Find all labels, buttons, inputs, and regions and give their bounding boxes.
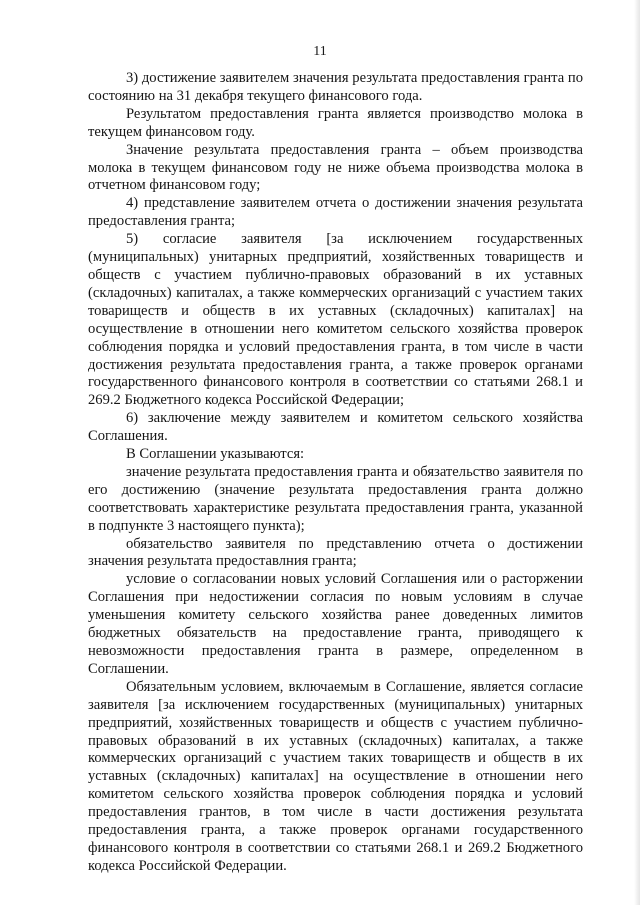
paragraph-mandatory-condition: Обязательным условием, включаемым в Соглашение, является согласие заявителя [за исключением государственных (муниципальных) унитарных предприятий, хозяйственных товариществ и обществ с участием публично-правовых образований в их уставных (складочных) капиталах, а также коммерческих организаций с участием таких товариществ и обществ в их уставных (складочных) капиталах] на осуществление в отношении него комитетом сельского хозяйства проверок соблюдения порядка и условий предоставления грантов, в том числе в части достижения результата предоставления гранта, а также проверок органами государственного финансового контроля в соответствии со статьями 268.1 и 269.2 Бюджетного кодекса Российской Федерации. (88, 678, 583, 874)
paragraph-consent-to-inspections: 5) согласие заявителя [за исключением государственных (муниципальных) унитарных предприятий, хозяйственных товариществ и обществ с участием публично-правовых образований в их уставных (складочных) капиталах, а также коммерческих организаций с участием таких товариществ и обществ в их уставных (складочных) капиталах] на осуществление в отношении него комитетом сельского хозяйства проверок соблюдения порядка и условий предоставления гранта, в том числе в части достижения результата предоставления гранта, а также проверок органами государственного финансового контроля в соответствии со статьями 268.1 и 269.2 Бюджетного кодекса Российской Федерации; (88, 231, 583, 409)
page-number: 11 (313, 44, 327, 59)
paragraph-report-submission: 4) представление заявителем отчета о достижении значения результата предоставления гранта; (88, 195, 583, 230)
paragraph-result-achievement: 3) достижение заявителем значения результата предоставления гранта по состоянию на 31 декабря текущего финансового года. (88, 70, 583, 104)
paragraph-agreement-result-value: значение результата предоставления гранта и обязательство заявителя по его достижению (значение результата предоставления гранта должно соответствовать характеристике результата предоставления гранта, указанной в подпункте 3 настоящего пункта); (88, 463, 583, 534)
document-body (88, 70, 583, 876)
paragraph-result-value: Значение результата предоставления гранта – объем производства молока в текущем финансовом году не ниже объема производства молока в отчетном финансовом году; (88, 141, 583, 194)
page-edge-shadow (634, 0, 640, 905)
paragraph-grant-result: Результатом предоставления гранта является производство молока в текущем финансовом году. (88, 105, 583, 140)
paragraph-agreement-termination-condition: условие о согласовании новых условий Соглашения или о расторжении Соглашения при недостижении согласия по новым условиям в случае уменьшения комитету сельского хозяйства ранее доведенных лимитов бюджетных обязательств на предоставление гранта, приводящего к невозможности предоставления гранта в размере, определенном в Соглашении. (88, 571, 583, 677)
paragraph-agreement-conclusion: 6) заключение между заявителем и комитетом сельского хозяйства Соглашения. (88, 410, 583, 445)
paragraph-agreement-contents-heading: В Соглашении указываются: (126, 446, 305, 463)
paragraph-agreement-report-obligation: обязательство заявителя по представлению отчета о достижении значения результата предоставлния гранта; (88, 535, 583, 570)
